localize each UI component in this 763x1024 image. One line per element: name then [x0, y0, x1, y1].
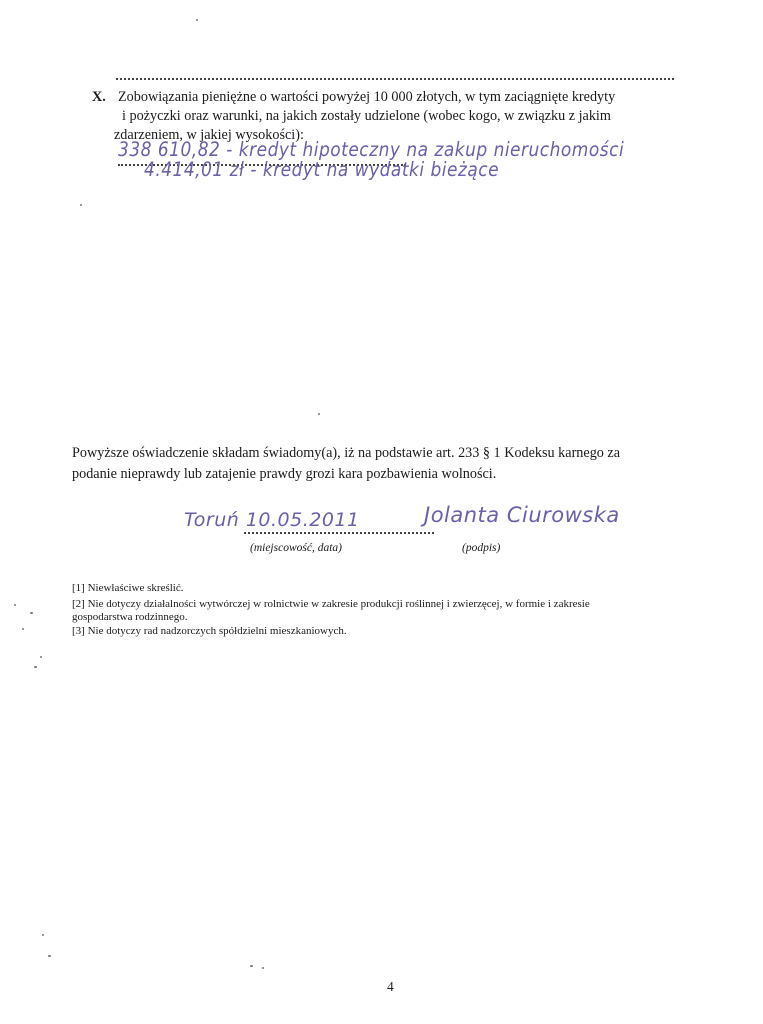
scan-speck — [318, 413, 320, 415]
footnote-text: Nie dotyczy działalności wytwórczej w rolnictwie w zakresie produkcji roślinnej i zwierzęcej, w formie i zakresie — [87, 597, 590, 610]
section-text-line: i pożyczki oraz warunki, na jakich zostały udzielone (wobec kogo, w związku z jakim — [122, 108, 611, 124]
scan-speck — [22, 628, 24, 630]
statement-line: Powyższe oświadczenie składam świadomy(a), iż na podstawie art. 233 § 1 Kodeksu karnego za — [72, 445, 621, 461]
section-marker: X. — [92, 89, 106, 105]
scan-speck — [48, 955, 51, 957]
handwritten-entry-1: 338 610,82 - kredyt hipoteczny na zakup nieruchomości — [118, 138, 625, 162]
footnote-number: [1] — [72, 582, 85, 594]
place-date-caption: (miejscowość, data) — [250, 542, 342, 554]
scan-speck — [40, 656, 42, 658]
footnote-1 — [72, 582, 702, 596]
footnote-number: [2] — [72, 597, 85, 610]
declaration-statement — [72, 443, 692, 485]
scan-speck — [262, 967, 264, 969]
scan-speck — [30, 612, 33, 614]
footnote-continuation: gospodarstwa rodzinnego. — [72, 611, 188, 623]
footnote-2 — [72, 598, 702, 612]
signature-caption: (podpis) — [462, 542, 501, 554]
scan-speck — [14, 604, 16, 606]
handwritten-place-date: Toruń 10.05.2011 — [184, 509, 360, 531]
scan-speck — [196, 19, 198, 21]
page-number: 4 — [387, 979, 394, 994]
footnotes — [72, 582, 702, 638]
signature-dotted-line — [244, 530, 434, 534]
section-text-line: Zobowiązania pieniężne o wartości powyżej 10 000 złotych, w tym zaciągnięte kredyty — [118, 89, 616, 105]
handwritten-entry-2: 4.414,01 zł - kredyt na wydatki bieżące — [144, 158, 500, 182]
footnote-text: Nie dotyczy rad nadzorczych spółdzielni mieszkaniowych. — [87, 624, 347, 637]
footnote-number: [3] — [72, 624, 85, 637]
footnote-text: Niewłaściwe skreślić. — [87, 582, 184, 594]
section-text-line: zdarzeniem, w jakiej wysokości): — [114, 127, 304, 143]
section-x-text — [114, 88, 668, 145]
scan-speck — [80, 204, 82, 206]
scan-speck — [34, 666, 37, 668]
statement-line: podanie nieprawdy lub zatajenie prawdy grozi kara pozbawienia wolności. — [72, 466, 497, 482]
handwritten-signature: Jolanta Ciurowska — [424, 503, 620, 527]
dotted-separator — [116, 72, 674, 80]
scan-speck — [250, 965, 253, 967]
scan-speck — [42, 934, 44, 936]
footnote-3 — [72, 625, 702, 639]
